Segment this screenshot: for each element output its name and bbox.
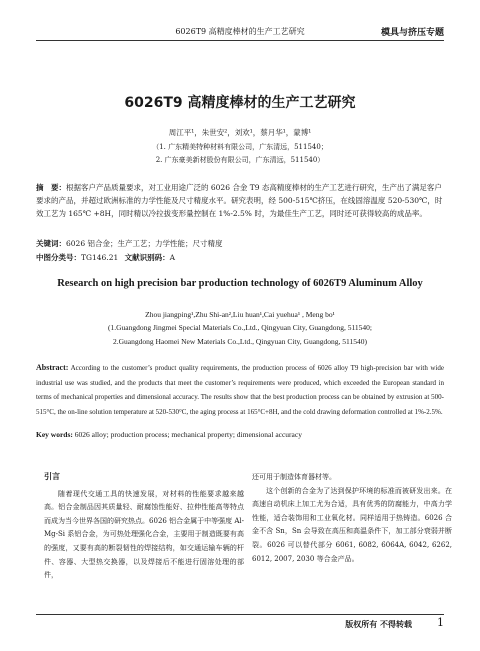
journal-section: 模具与挤压专题 (380, 28, 444, 38)
paper-title-cn: 6026T9 高精度棒材的生产工艺研究 (124, 95, 356, 111)
abstract-cn (36, 181, 444, 220)
doc-code-label: 文献识别码： (124, 253, 170, 262)
keywords-cn-text: 6026 铝合金；生产工艺；力学性能；尺寸精度 (66, 239, 223, 248)
affiliation-cn-2: 2. 广东豪美新材股份有限公司，广东清远，511540） (155, 156, 325, 164)
affiliation-en-2: 2.Guangdong Haomei New Materials Co.,Ltd., Qingyuan City, Guangdong, 511540) (113, 337, 367, 346)
classification-cn (36, 252, 444, 263)
keywords-cn (36, 238, 444, 249)
running-header: 6026T9 高精度棒材的生产工艺研究 (175, 27, 305, 36)
header-rule (36, 40, 444, 41)
abstract-cn-label: 摘 要： (36, 183, 66, 192)
abstract-en-label: Abstract: (36, 363, 69, 372)
abstract-cn-text: 根据客户产品质量要求，对工业用途广泛的 6026 合金 T9 态高精度棒材的生产工艺进行研究，生产出了满足客户要求的产品，并超过欧洲标准的力学性能及尺寸精度水平。研究表明，经 500-515℃挤压，在线固溶温度 520-530℃，时效工艺为 165℃ +8H，同时精以冷拉拔变形量控制在 1%-2.5% 时，为最佳生产工艺，同时还可获得较高的成品率。 (36, 183, 443, 218)
keywords-en-text: 6026 alloy; production process; mechanical property; dimensional accuracy (74, 430, 302, 439)
affiliation-en-1: (1.Guangdong Jingmei Special Materials Co.,Ltd., Qingyuan City, Guangdong, 511540; (108, 323, 372, 332)
body-column-left (44, 470, 244, 583)
keywords-cn-label: 关键词： (36, 239, 66, 248)
section-heading-introduction: 引言 (44, 472, 60, 481)
affiliation-cn-1: （1. 广东精美特种材料有限公司，广东清远，511540； (152, 143, 328, 151)
keywords-en (36, 430, 444, 439)
page-number: 1 (437, 616, 444, 629)
abstract-en (36, 361, 444, 419)
class-number-label: 中图分类号： (36, 253, 81, 262)
doc-code-value: A (169, 253, 176, 262)
body-paragraph: 还可用于制造体育器材等。 (252, 473, 336, 481)
body-paragraph: 随着现代交通工具的快速发展，对材料的性能要求越来越高。铝合金制品因其质量轻、耐腐蚀性能好、拉伸性能高等特点而成为当今世界各国的研究热点。6026 铝合金属于中等强度 Al-Mg-Si 系铝合金，为可热处理强化合金，主要用于制造既要有高的强度，又要有高的断裂韧性的焊接结构，如交通运输车辆的杆件、容器、大型热交换器，以及焊接后不能进行固溶处理的部件， (44, 489, 244, 580)
footer-rule (36, 614, 444, 615)
authors-en: Zhou jiangping¹,Zhu Shi-an²,Liu huan¹,Cai yuehua¹ , Meng bo¹ (145, 310, 335, 319)
paper-title-en: Research on high precision bar production technology of 6026T9 Aluminum Alloy (57, 278, 423, 289)
body-column-right (252, 471, 452, 566)
keywords-en-label: Key words: (36, 430, 73, 439)
body-paragraph: 这个创新的合金为了达到保护环境的标准而被研发出来。在高速自动机床上加工尤为合适，具有优秀的防腐能力，中高力学性能，适合装饰用和工业氧化材。同样适用于热铸造。6026 合金不含 Sn，Sn 会导致在高压和高温条件下，加工部分衰弱并断裂。6026 可以替代部分 6061, 6082, 6064A, 6042, 6262, 6012, 2007, 2030 等合金产品。 (252, 486, 452, 563)
authors-cn: 周江平¹，朱世安²，刘欢¹，蔡月华¹，蒙博¹ (168, 128, 312, 137)
copyright-notice: 版权所有 不得转载 (345, 619, 412, 629)
class-number-value: TG146.21 (81, 253, 119, 262)
abstract-en-text: According to the customer’s product quality requirements, the production process of 6026 alloy T9 high-precision bar with wide industrial use was studied, and the products that meet the customer’s requirements were produced, which exceeded the European standard in terms of mechanical properties and dimensional accuracy. The results show that the best production process can be obtained by extrusion at 500-515°C, the on-line solution temperature at 520-530°C, the aging process at 165°C+8H, and the cold drawing deformation controlled at 1%-2.5%. (36, 364, 444, 416)
